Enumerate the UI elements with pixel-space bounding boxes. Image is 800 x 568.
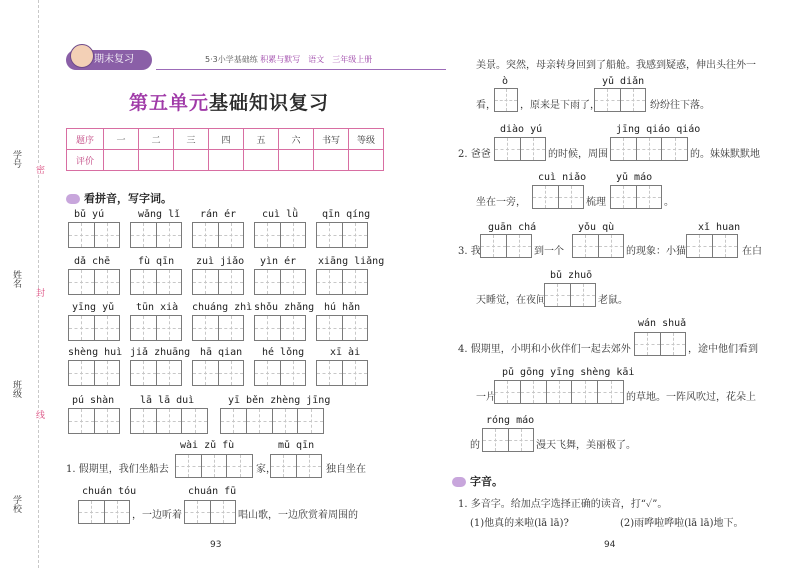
pinyin-label: cuì lǜ	[262, 209, 299, 220]
score-header-cell: 四	[209, 129, 244, 150]
seal-mark-feng: 封	[34, 288, 44, 297]
writing-grid[interactable]	[634, 332, 686, 356]
score-header-cell: 等级	[349, 129, 384, 150]
pinyin-label: lā lā duì	[140, 395, 195, 406]
writing-grid[interactable]	[130, 360, 182, 386]
score-cell[interactable]	[279, 150, 314, 171]
score-cell[interactable]	[209, 150, 244, 171]
score-table	[66, 128, 384, 171]
question-text: 到一个	[534, 246, 564, 257]
question-text: 的现象：小猫	[626, 246, 686, 257]
page-93	[60, 0, 390, 568]
question-text: 唱山歌，一边欣赏着周围的	[238, 510, 358, 521]
seal-mark-xian: 线	[34, 410, 44, 419]
writing-grid[interactable]	[270, 454, 322, 478]
header-rule	[156, 69, 446, 70]
score-cell[interactable]	[104, 150, 139, 171]
pinyin-label: pǔ gōng yīng shèng kāi	[502, 367, 635, 378]
question-text: 天睡觉，在夜间	[476, 295, 546, 306]
section-badge	[66, 50, 152, 70]
section-1-heading	[66, 190, 172, 206]
writing-grid[interactable]	[68, 269, 120, 295]
question-text: 在白	[742, 246, 762, 257]
score-header-cell: 书写	[314, 129, 349, 150]
page-title	[120, 88, 338, 115]
writing-grid[interactable]	[254, 269, 306, 295]
score-cell[interactable]	[349, 150, 384, 171]
pinyin-label: yǒu qù	[578, 222, 615, 233]
writing-grid[interactable]	[254, 360, 306, 386]
writing-grid[interactable]	[220, 408, 324, 434]
question-text: 梳理	[586, 197, 606, 208]
question-text: 2. 爸爸	[458, 149, 491, 160]
writing-grid[interactable]	[78, 500, 130, 524]
question-text: 的草地。一阵风吹过，花朵上	[626, 392, 756, 403]
pinyin-label: shǒu zhǎng	[254, 302, 315, 313]
question-text: 坐在一旁，	[476, 197, 526, 208]
pinyin-label: dǎ chē	[74, 256, 111, 267]
pinyin-label: hā qian	[200, 347, 243, 358]
question-text: 老鼠。	[598, 295, 628, 306]
section-1-title: 看拼音，写字词。	[84, 192, 172, 205]
pinyin-label: bǔ yú	[74, 209, 105, 220]
question-text: (1)他真的来啦(lā lā)?	[470, 518, 569, 529]
question-text: 独自坐在	[326, 464, 366, 475]
pinyin-label: yī běn zhèng jīng	[228, 395, 331, 406]
writing-grid[interactable]	[130, 269, 182, 295]
pinyin-label: pú shàn	[72, 395, 115, 406]
question-text: 漫天飞舞，美丽极了。	[536, 440, 636, 451]
pinyin-label: yīng yǔ	[72, 302, 115, 313]
student-number-label: 学号	[11, 150, 21, 168]
question-text: (2)雨哗啦哗啦(lā lā)地下。	[620, 518, 744, 529]
question-text: 家，	[256, 464, 276, 475]
writing-grid[interactable]	[68, 222, 120, 248]
badge-label: 期末复习	[94, 54, 134, 65]
question-text: 1. 多音字。给加点字选择正确的读音，打“✓”。	[458, 499, 668, 510]
question-text: ，一边听着	[132, 510, 182, 521]
question-text: 的时候，周围	[548, 149, 608, 160]
pinyin-label: hé lǒng	[262, 347, 305, 358]
writing-grid[interactable]	[68, 315, 120, 341]
pinyin-label: wǎng lǐ	[138, 209, 181, 220]
writing-grid[interactable]	[316, 315, 368, 341]
writing-grid[interactable]	[610, 185, 662, 209]
section-2-title: 字音。	[470, 475, 503, 488]
question-text: 4. 假期里，小明和小伙伴们一起去郊外	[458, 344, 631, 355]
page-number: 94	[604, 540, 616, 550]
writing-grid[interactable]	[686, 234, 738, 258]
seal-mark-mi: 密	[34, 165, 44, 174]
question-text: 一片	[476, 392, 496, 403]
question-text: 的	[470, 440, 480, 451]
pinyin-label: rán ér	[200, 209, 237, 220]
writing-grid[interactable]	[130, 222, 182, 248]
score-row-label: 评价	[67, 150, 104, 171]
writing-grid[interactable]	[532, 185, 584, 209]
pinyin-label: xǐ huan	[698, 222, 741, 233]
score-cell[interactable]	[244, 150, 279, 171]
pinyin-label: wán shuǎ	[638, 318, 687, 329]
series-tags: 积累与默写 语文 三年级上册	[260, 55, 373, 64]
writing-grid[interactable]	[192, 222, 244, 248]
pinyin-label: róng máo	[486, 415, 535, 426]
writing-grid[interactable]	[316, 222, 368, 248]
pinyin-label: shèng huì	[68, 347, 123, 358]
pinyin-label: fù qīn	[138, 256, 175, 267]
question-text: ，途中他们看到	[688, 344, 758, 355]
writing-grid[interactable]	[572, 234, 624, 258]
pinyin-label: cuì niǎo	[538, 172, 587, 183]
pinyin-label: xī ài	[330, 347, 361, 358]
pinyin-label: guān chá	[488, 222, 537, 233]
class-label: 班级	[11, 380, 21, 398]
section-2-heading	[452, 473, 503, 489]
pinyin-label: yǔ diǎn	[602, 76, 645, 87]
writing-grid[interactable]	[254, 222, 306, 248]
pinyin-label: tūn xià	[136, 302, 179, 313]
writing-grid[interactable]	[192, 269, 244, 295]
question-text: 美景。突然，母亲转身回到了船舱。我感到疑惑，伸出头往外一	[476, 60, 756, 71]
series-header	[205, 54, 372, 65]
writing-grid[interactable]	[316, 360, 368, 386]
question-text: 3. 我	[458, 246, 481, 257]
binding-gutter	[0, 0, 60, 568]
pinyin-label: chuán tóu	[82, 486, 137, 497]
pinyin-label: diào yú	[500, 124, 543, 135]
writing-grid[interactable]	[68, 360, 120, 386]
writing-grid[interactable]	[254, 315, 306, 341]
writing-grid[interactable]	[192, 315, 244, 341]
section-dot-icon	[452, 477, 466, 487]
question-text: ，原来是下雨了，	[520, 100, 600, 111]
pinyin-label: jīng qiáo qiáo	[616, 124, 701, 135]
pinyin-label: ò	[502, 76, 509, 87]
score-header-cell: 一	[104, 129, 139, 150]
writing-grid[interactable]	[494, 88, 518, 112]
pinyin-label: hú hǎn	[324, 302, 361, 313]
writing-grid[interactable]	[480, 234, 532, 258]
question-text: 纷纷往下落。	[650, 100, 710, 111]
writing-grid[interactable]	[68, 408, 120, 434]
score-header-cell: 三	[174, 129, 209, 150]
writing-grid[interactable]	[610, 137, 688, 161]
writing-grid[interactable]	[192, 360, 244, 386]
question-text: 1. 假期里，我们坐船去	[66, 464, 169, 475]
question-text: 看，	[476, 100, 496, 111]
pinyin-label: xiāng liǎng	[318, 256, 385, 267]
score-cell[interactable]	[314, 150, 349, 171]
score-header-cell: 题序	[67, 129, 104, 150]
score-cell[interactable]	[139, 150, 174, 171]
page-94	[410, 0, 800, 568]
pinyin-label: mǔ qīn	[278, 440, 315, 451]
pinyin-label: yǔ máo	[616, 172, 653, 183]
pinyin-label: chuán fū	[188, 486, 237, 497]
writing-grid[interactable]	[175, 454, 253, 478]
series-prefix: 5·3小学基础练	[205, 55, 258, 64]
score-header-cell: 五	[244, 129, 279, 150]
pinyin-label: wài zǔ fù	[180, 440, 235, 451]
page-number: 93	[210, 540, 222, 550]
writing-grid[interactable]	[130, 408, 208, 434]
pinyin-label: jiǎ zhuāng	[130, 347, 191, 358]
writing-grid[interactable]	[130, 315, 182, 341]
writing-grid[interactable]	[184, 500, 236, 524]
name-label: 姓名	[11, 270, 21, 288]
question-text: 。	[664, 197, 674, 208]
pinyin-label: zuì jiǎo	[196, 256, 245, 267]
writing-grid[interactable]	[494, 137, 546, 161]
mascot-icon	[70, 44, 94, 68]
section-dot-icon	[66, 194, 80, 204]
score-header-cell: 六	[279, 129, 314, 150]
unit-name: 第五单元	[128, 92, 209, 114]
writing-grid[interactable]	[482, 428, 534, 452]
school-label: 学校	[11, 495, 21, 513]
score-header-cell: 二	[139, 129, 174, 150]
pinyin-label: chuáng zhì	[192, 302, 253, 313]
question-text: 的。妹妹默默地	[690, 149, 760, 160]
writing-grid[interactable]	[594, 88, 646, 112]
pinyin-label: bǔ zhuō	[550, 270, 593, 281]
writing-grid[interactable]	[544, 283, 596, 307]
pinyin-label: qīn qíng	[322, 209, 371, 220]
writing-grid[interactable]	[316, 269, 368, 295]
title-text: 基础知识复习	[209, 92, 330, 114]
pinyin-label: yìn ér	[260, 256, 297, 267]
score-cell[interactable]	[174, 150, 209, 171]
cut-line	[38, 0, 39, 568]
writing-grid[interactable]	[494, 380, 624, 404]
